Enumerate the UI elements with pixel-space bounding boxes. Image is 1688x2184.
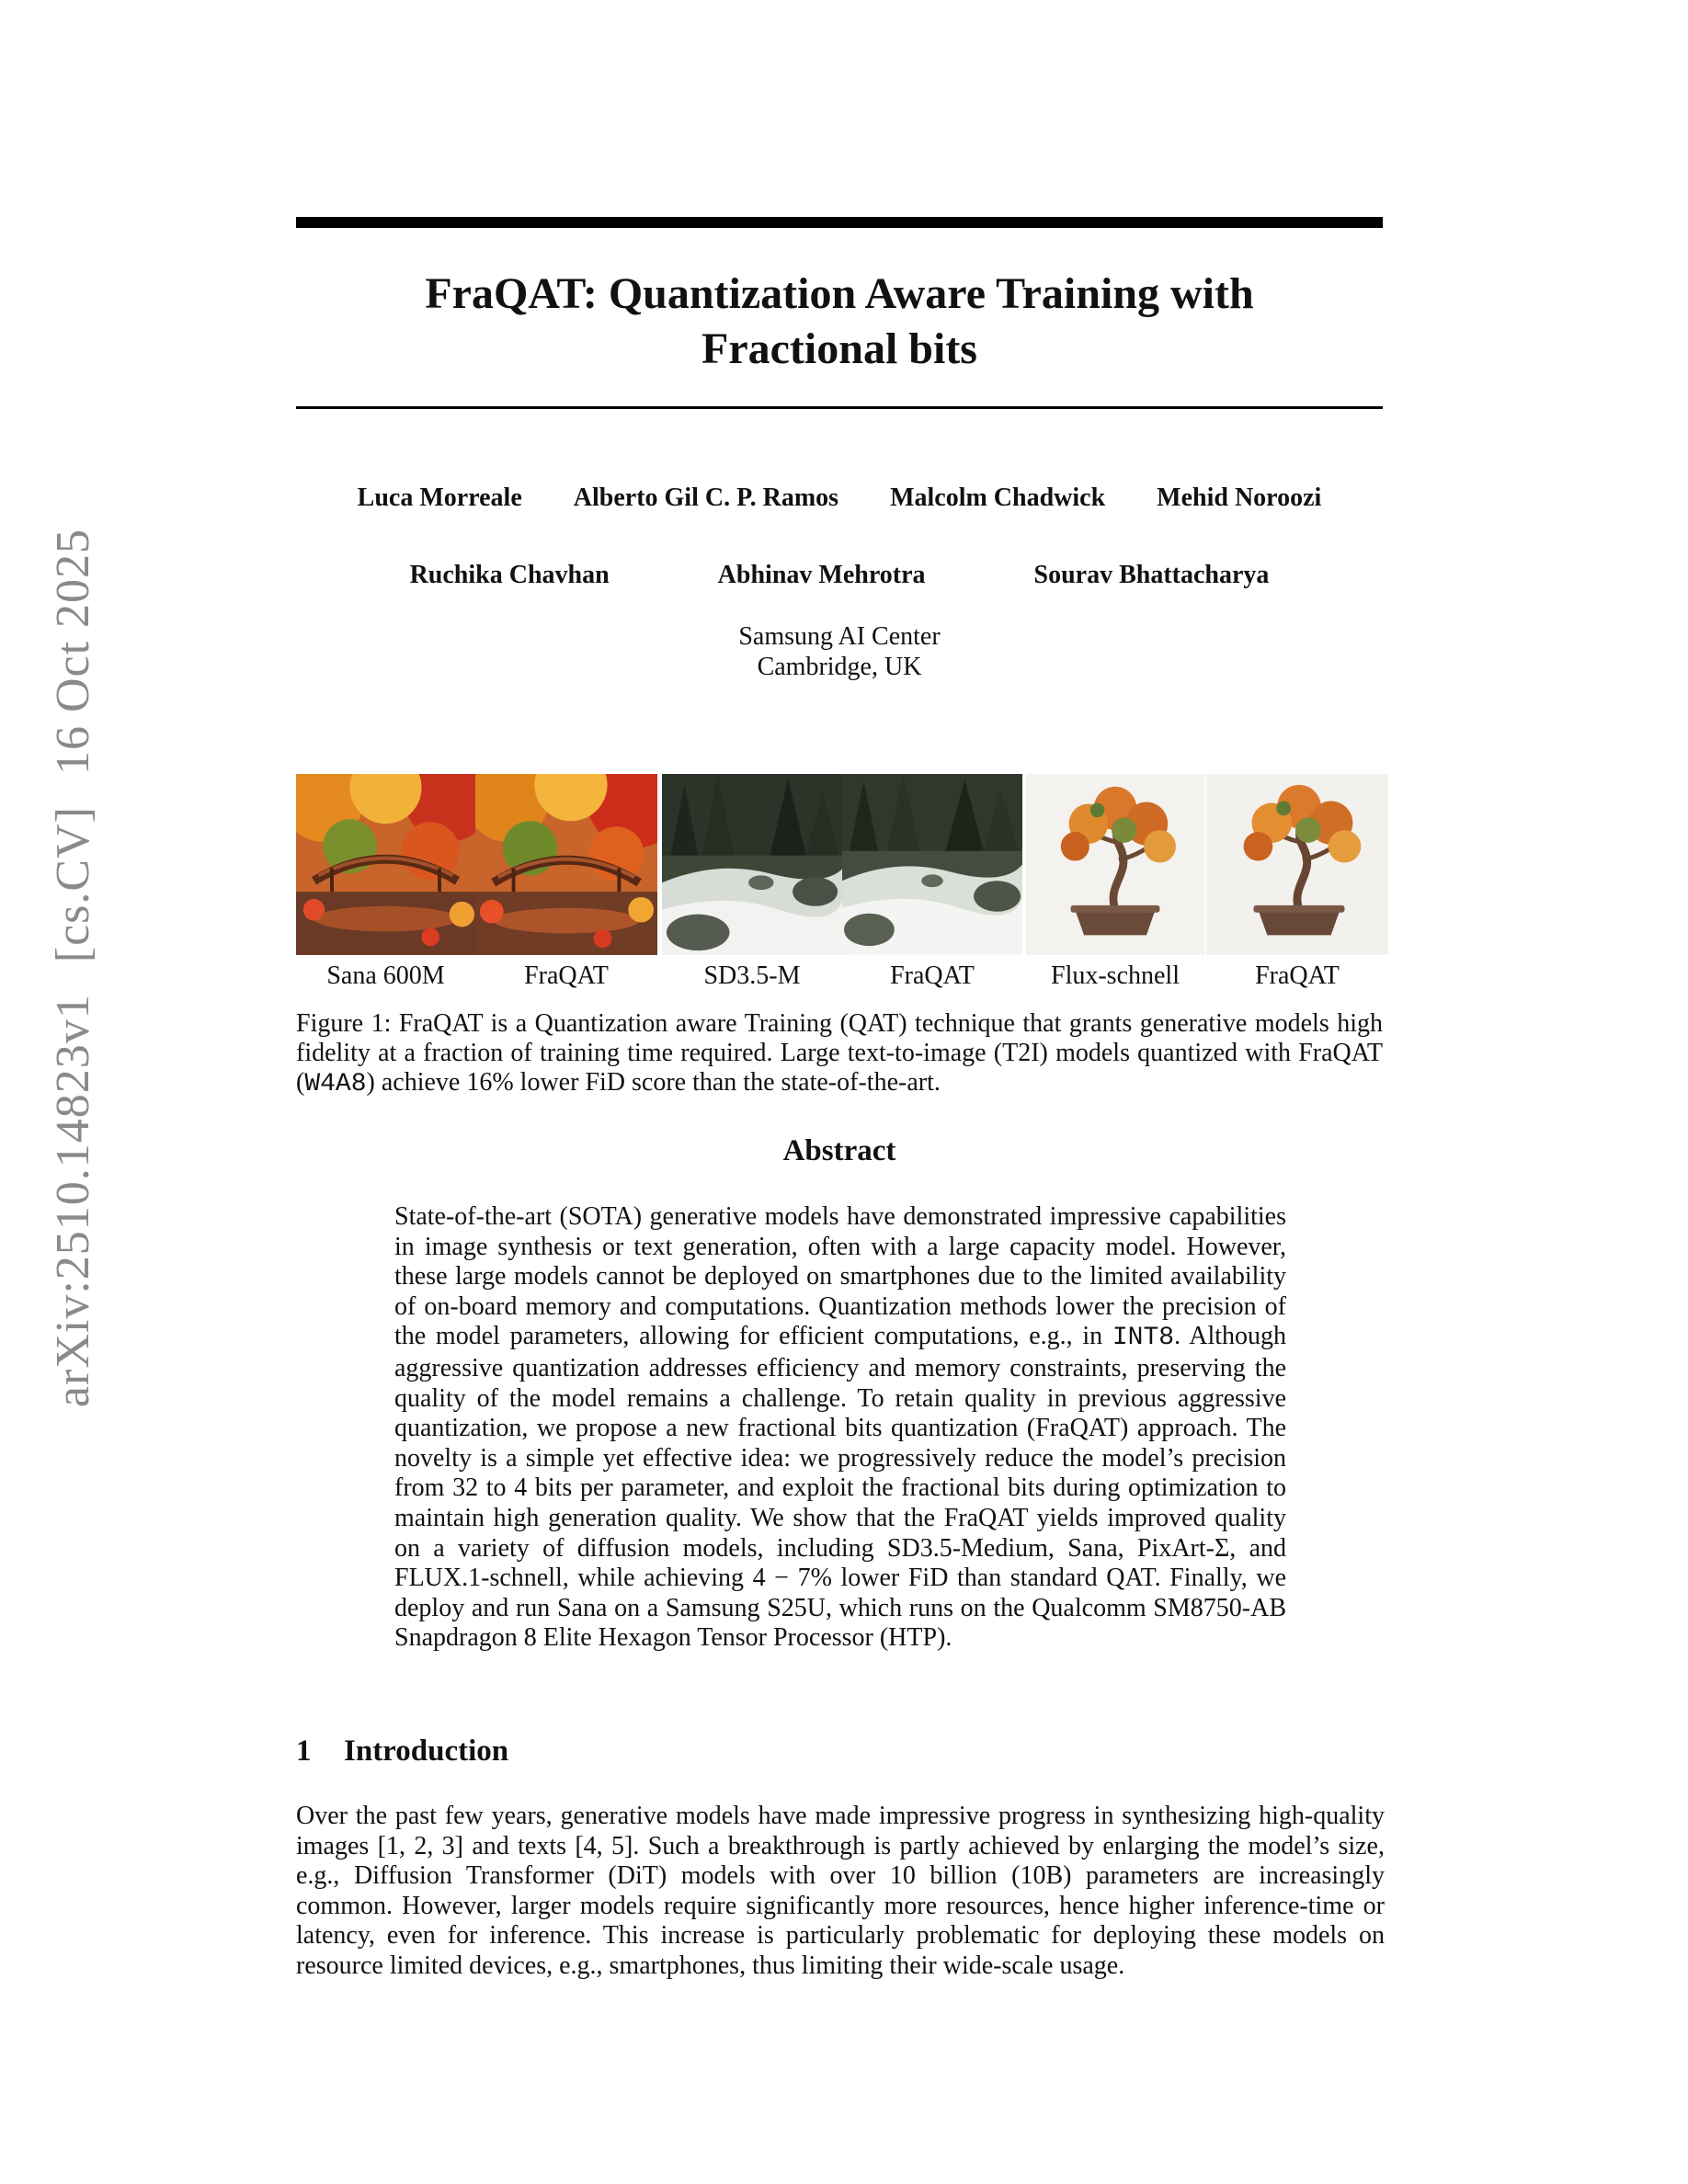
title-top-rule [296, 217, 1383, 228]
abstract-code: INT8 [1112, 1324, 1175, 1353]
figure-label: FraQAT [890, 961, 975, 990]
abstract-text: . Although aggressive quantization addresses efficiency and memory constraints, preserving the quality of the model remains a challenge. To retain quality in previous aggressive quantization, we propose a new fractional bits quantization (FraQAT) approach. The novelty is a simple yet effective idea: we progressively reduce the model’s precision from 32 to 4 bits per parameter, and exploit the fractional bits during optimization to maintain high generation quality. We show that the FraQAT yields improved quality on a variety of diffusion models, including SD3.5-Medium, Sana, PixArt-Σ, and FLUX.1-schnell, while achieving 4 − 7% lower FiD than standard QAT. Finally, we deploy and run Sana on a Samsung S25U, which runs on the Qualcomm SM8750-AB Snapdragon 8 Elite Hexagon Tensor Processor (HTP). [394, 1322, 1287, 1653]
autumn-bridge-image [475, 774, 657, 955]
section-number: 1 [296, 1735, 312, 1768]
paper-title [296, 267, 1383, 377]
bonsai-tree-image [1026, 774, 1204, 955]
arxiv-stamp [41, 324, 106, 1611]
title-line-1: FraQAT: Quantization Aware Training with [425, 269, 1254, 318]
section-heading-introduction [296, 1733, 508, 1769]
abstract-heading: Abstract [782, 1134, 896, 1167]
author-name: Malcolm Chadwick [890, 483, 1106, 512]
author-name: Alberto Gil C. P. Ramos [573, 483, 839, 512]
author-name: Ruchika Chavhan [409, 561, 610, 589]
authors-row-2 [296, 559, 1383, 592]
arxiv-category: [cs.CV] [47, 806, 99, 963]
figure-label: Sana 600M [326, 961, 445, 990]
figure-label: SD3.5-M [703, 961, 801, 990]
abstract-body [394, 1202, 1286, 1654]
bonsai-tree-image [1206, 774, 1388, 955]
title-line-2: Fractional bits [701, 324, 977, 373]
figure-label: Flux-schnell [1051, 961, 1180, 990]
caption-text: Figure 1: FraQAT is a Quantization aware Training (QAT) technique that grants generative models high fidelity at a fraction of training time required. Large text-to-image (T2I) models quantized with FraQAT ( [296, 1009, 1383, 1097]
affiliation [296, 621, 1383, 682]
author-name: Sourav Bhattacharya [1033, 561, 1270, 589]
forest-stream-image [662, 774, 842, 955]
section-title: Introduction [344, 1735, 509, 1768]
title-bottom-rule [296, 406, 1383, 409]
authors-row-1 [296, 482, 1383, 515]
figure-label: FraQAT [1255, 961, 1340, 990]
caption-code: W4A8 [304, 1070, 367, 1098]
affiliation-org: Samsung AI Center [738, 622, 941, 651]
caption-text: ) achieve 16% lower FiD score than the state-of-the-art. [366, 1068, 941, 1097]
figure-caption [296, 1009, 1383, 1099]
arxiv-date: 16 Oct 2025 [47, 528, 99, 776]
introduction-paragraph: Over the past few years, generative models have made impressive progress in synthesizing high-quality images [1, 2, 3] and texts [4, 5]. Such a breakthrough is partly achieved by enlarging the model’s size, e.g., Diffusion Transformer (DiT) models with over 10 billion (10B) parameters are increasingly common. However, larger models require significantly more resources, hence higher inference-time or latency, even for inference. This increase is particularly problematic for deploying these models on resource limited devices, e.g., smartphones, thus limiting their wide-scale usage. [296, 1802, 1385, 1980]
abstract-text: State-of-the-art (SOTA) generative models have demonstrated impressive capabilities in image synthesis or text generation, often with a large capacity model. However, these large models cannot be deployed on smartphones due to the limited availability of on-board memory and computations. Quantization methods lower the precision of the model parameters, allowing for efficient computations, e.g., in [394, 1202, 1286, 1351]
autumn-bridge-image [296, 774, 475, 955]
forest-stream-image [842, 774, 1022, 955]
affiliation-location: Cambridge, UK [757, 653, 922, 681]
arxiv-id: arXiv:2510.14823v1 [47, 994, 99, 1408]
author-name: Abhinav Mehrotra [717, 561, 926, 589]
author-name: Mehid Noroozi [1157, 483, 1322, 512]
author-name: Luca Morreale [357, 483, 522, 512]
figure-label: FraQAT [524, 961, 609, 990]
